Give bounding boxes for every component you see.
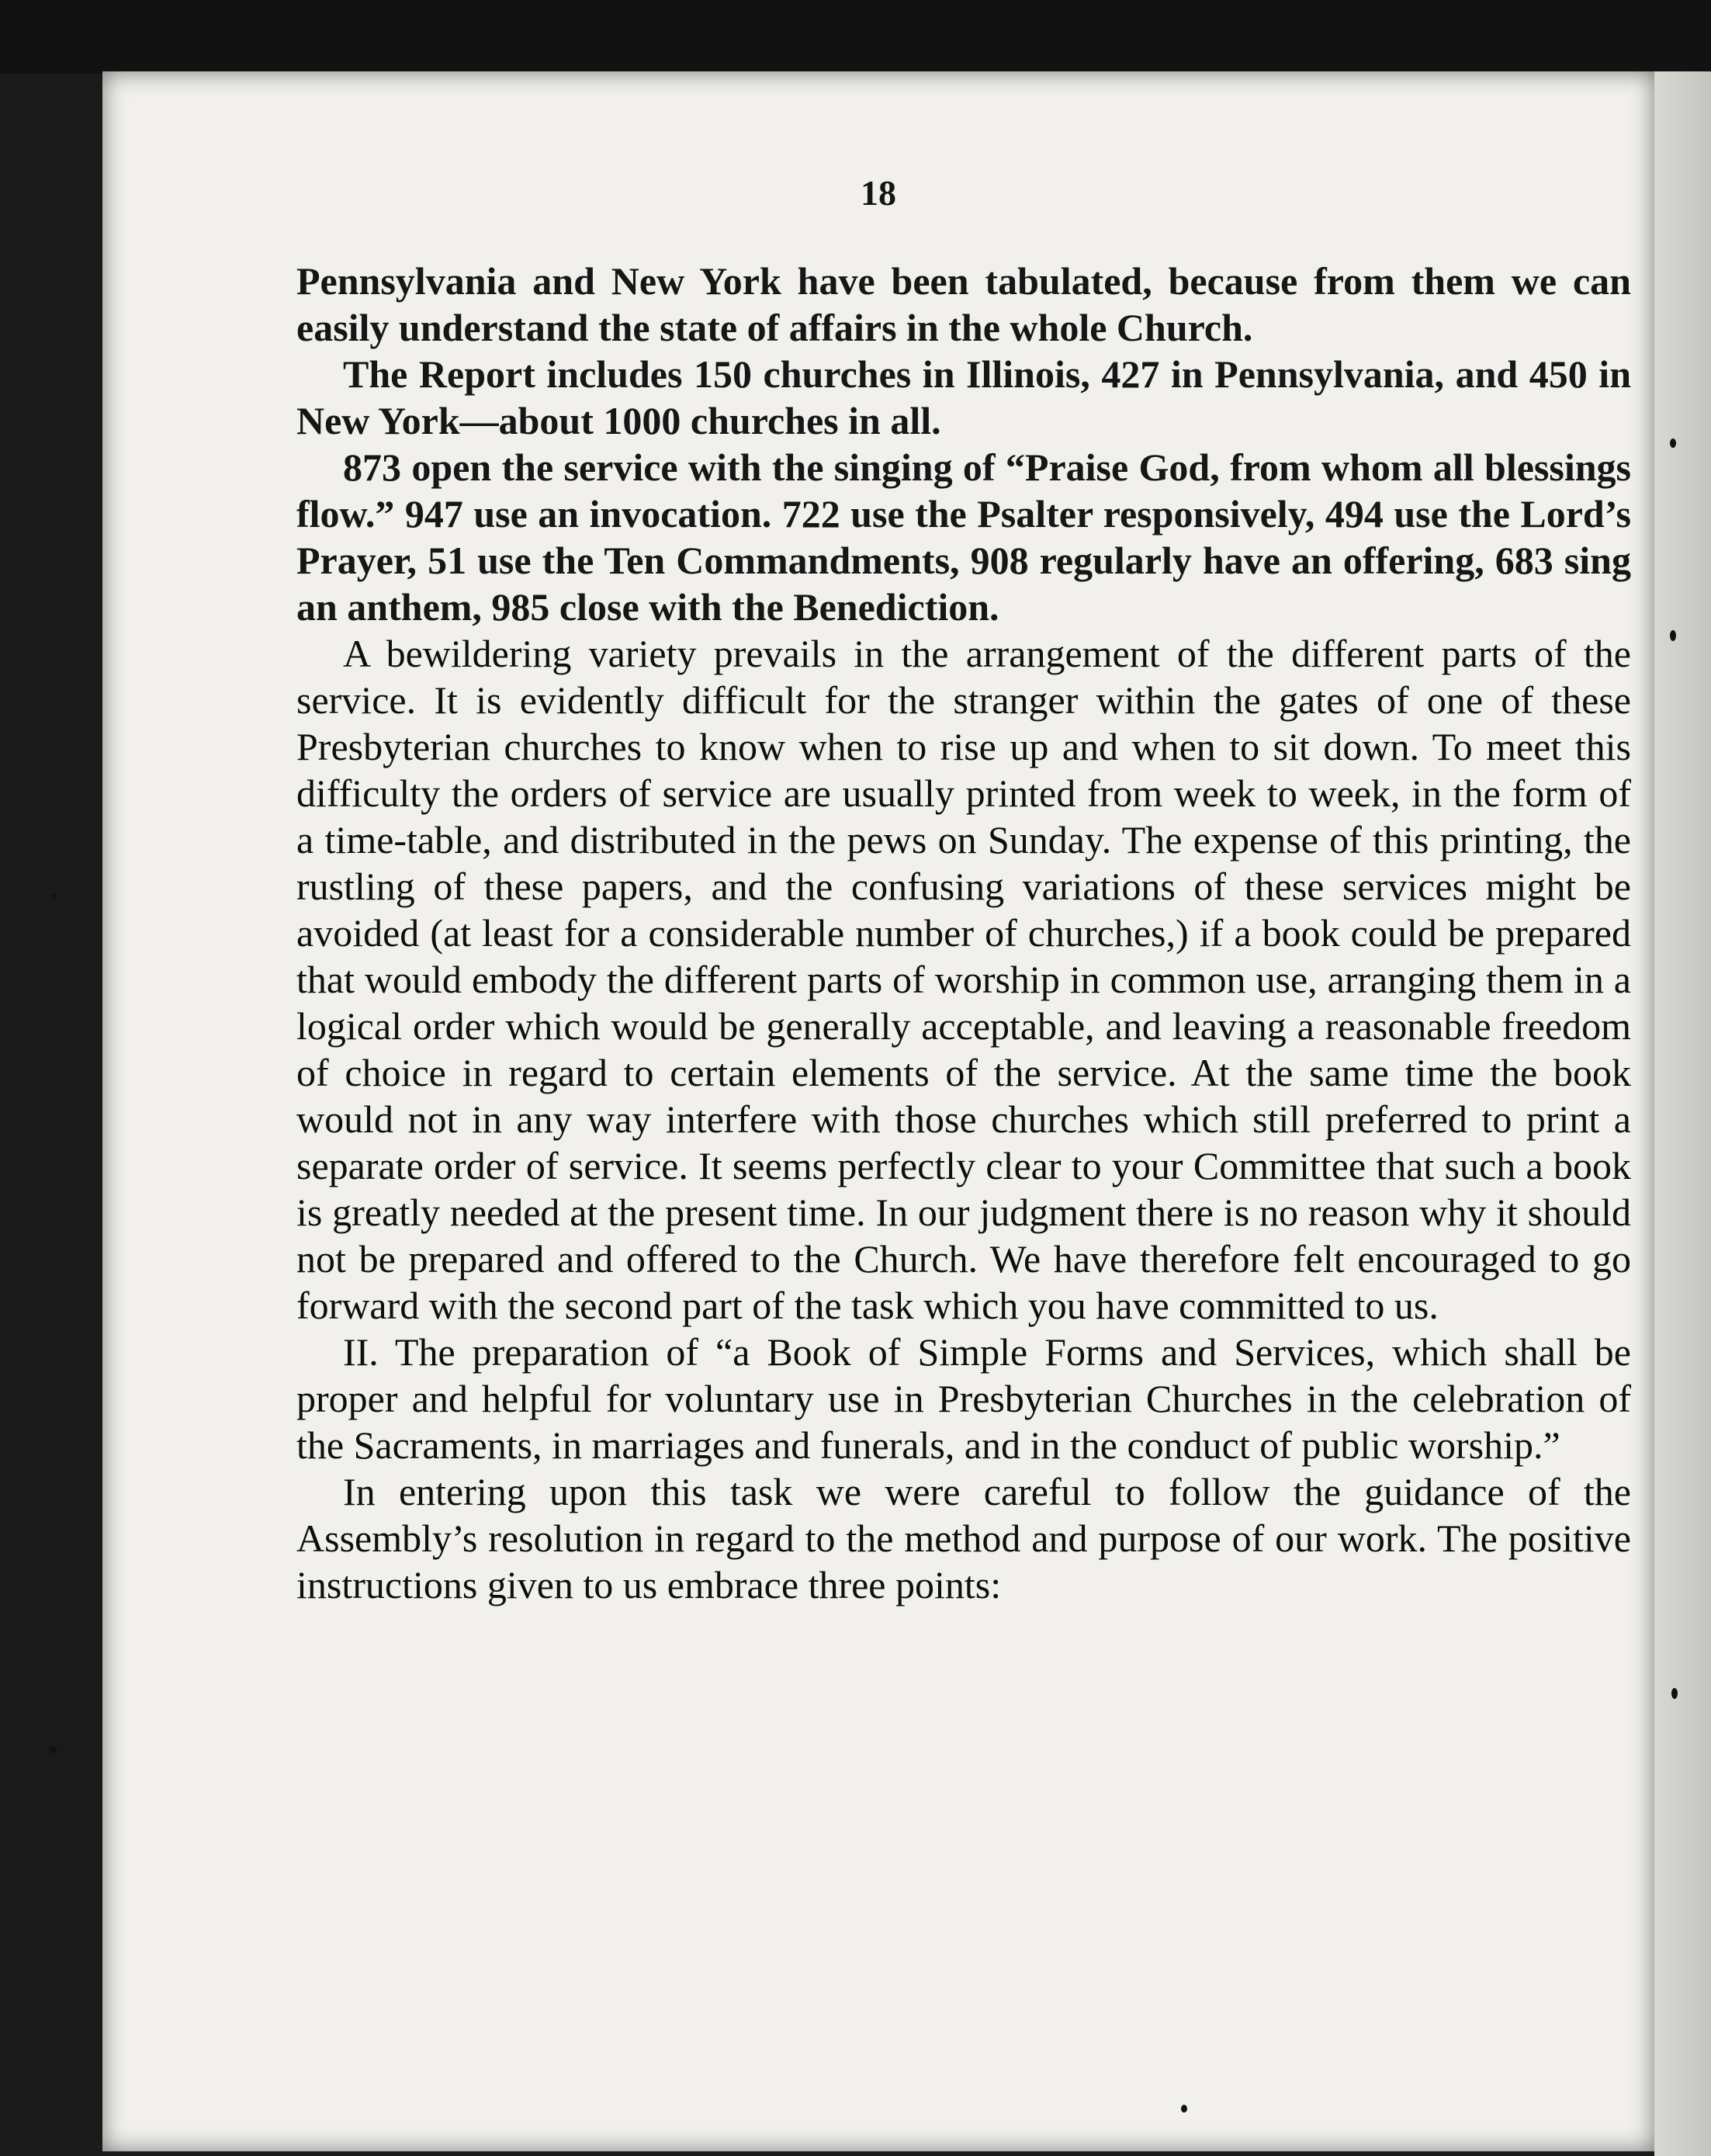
- paragraph-6: In entering upon this task we were careful to follow the guidance of the Assembly’s resolution in regard to the method and purpose of our work. The positive instructions given to us embrace three points:: [296, 1470, 1631, 1607]
- edge-speck: [1671, 1688, 1678, 1699]
- paragraph-1: Pennsylvania and New York have been tabulated, because from them we can easily understand the state of affairs in the whole Church.: [296, 259, 1631, 349]
- scan-border: [0, 0, 1711, 74]
- page-edge: [1654, 71, 1711, 2156]
- book-page: [102, 71, 1654, 2151]
- ink-speck: [1181, 2105, 1187, 2113]
- margin-speck: [50, 1746, 57, 1753]
- paragraph-5: II. The preparation of “a Book of Simple Forms and Services, which shall be proper and helpful for voluntary use in Presbyterian Churches in the celebration of the Sacraments, in marriages and funerals, and in the conduct of public worship.”: [296, 1330, 1631, 1467]
- body-text: [296, 258, 1631, 1608]
- paragraph-2: The Report includes 150 churches in Illinois, 427 in Pennsylvania, and 450 in New York—about 1000 churches in all.: [296, 352, 1631, 442]
- page-number: 18: [861, 173, 896, 213]
- edge-speck: [1670, 438, 1676, 448]
- paragraph-4: A bewildering variety prevails in the arrangement of the different parts of the service. It is evidently difficult for the stranger within the gates of one of these Presbyterian churches to know when to rise up and when to sit down. To meet this difficulty the orders of service are usually printed from week to week, in the form of a time-table, and distributed in the pews on Sunday. The expense of this printing, the rustling of these papers, and the confusing variations of these services might be avoided (at least for a considerable number of churches,) if a book could be prepared that would embody the different parts of worship in common use, arranging them in a logical order which would be generally acceptable, and leaving a reasonable freedom of choice in regard to certain elements of the service. At the same time the book would not in any way interfere with those churches which still preferred to print a separate order of service. It seems perfectly clear to your Committee that such a book is greatly needed at the present time. In our judgment there is no reason why it should not be prepared and offered to the Church. We have therefore felt encouraged to go forward with the second part of the task which you have committed to us.: [296, 632, 1631, 1327]
- edge-speck: [1670, 630, 1676, 641]
- margin-speck: [51, 893, 57, 899]
- paragraph-3: 873 open the service with the singing of “Praise God, from whom all blessings flow.” 947 use an invocation. 722 use the Psalter responsively, 494 use the Lord’s Prayer, 51 use the Ten Commandments, 908 regularly have an offering, 683 sing an anthem, 985 close with the Benediction.: [296, 445, 1631, 629]
